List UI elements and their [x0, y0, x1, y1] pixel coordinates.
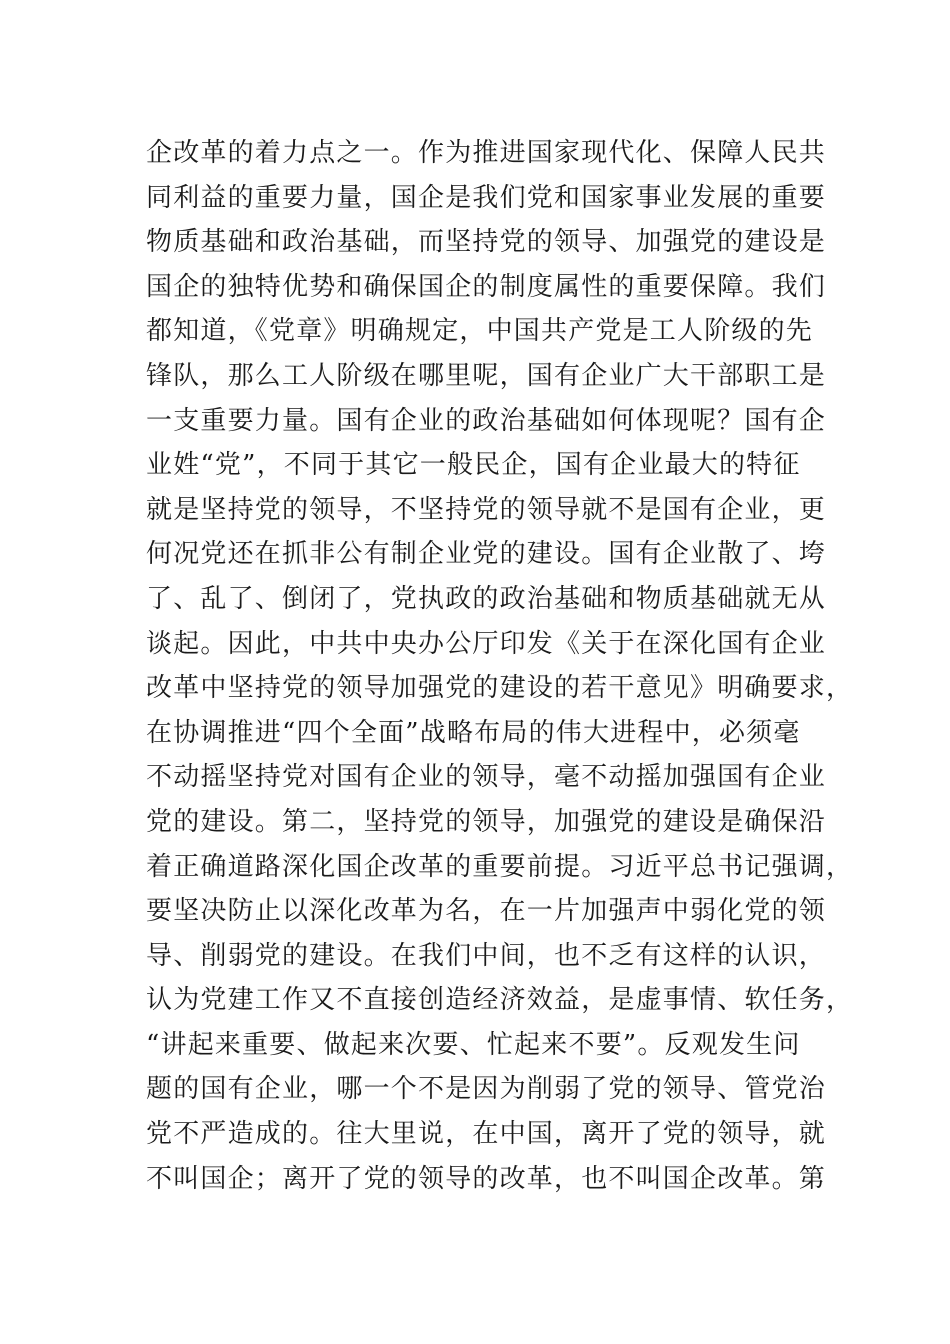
- body-text: [146, 131, 854, 1201]
- text-line: 何况党还在抓非公有制企业党的建设。国有企业散了、垮: [146, 539, 827, 570]
- text-line: 国企的独特优势和确保国企的制度属性的重要保障。我们: [146, 271, 827, 302]
- text-line: “讲起来重要、做起来次要、忙起来不要”。反观发生问: [146, 1029, 801, 1060]
- text-line: 不动摇坚持党对国有企业的领导，毫不动摇加强国有企业: [146, 762, 827, 793]
- text-line: 导、削弱党的建设。在我们中间，也不乏有这样的认识，: [146, 940, 827, 971]
- text-line: 一支重要力量。国有企业的政治基础如何体现呢？国有企: [146, 405, 827, 436]
- text-line: 改革中坚持党的领导加强党的建设的若干意见》明确要求，: [146, 673, 854, 704]
- text-line: 物质基础和政治基础，而坚持党的领导、加强党的建设是: [146, 227, 827, 258]
- text-line: 企改革的着力点之一。作为推进国家现代化、保障人民共: [146, 138, 827, 168]
- text-line: 题的国有企业，哪一个不是因为削弱了党的领导、管党治: [146, 1074, 827, 1105]
- text-line: 谈起。因此，中共中央办公厅印发《关于在深化国有企业: [146, 628, 827, 659]
- text-line: 锋队，那么工人阶级在哪里呢，国有企业广大干部职工是: [146, 360, 827, 391]
- text-line: 在协调推进“四个全面”战略布局的伟大进程中，必须毫: [146, 717, 801, 748]
- text-line: 要坚决防止以深化改革为名，在一片加强声中弱化党的领: [146, 896, 827, 927]
- text-line: 着正确道路深化国企改革的重要前提。习近平总书记强调，: [146, 851, 854, 882]
- text-line: 党的建设。第二，坚持党的领导，加强党的建设是确保沿: [146, 806, 827, 837]
- text-line: 就是坚持党的领导，不坚持党的领导就不是国有企业，更: [146, 494, 827, 525]
- text-line: 都知道，《党章》明确规定，中国共产党是工人阶级的先: [146, 316, 814, 347]
- text-line: 了、乱了、倒闭了，党执政的政治基础和物质基础就无从: [146, 583, 827, 614]
- text-line: 认为党建工作又不直接创造经济效益，是虚事情、软任务，: [146, 985, 854, 1016]
- text-line: 同利益的重要力量，国企是我们党和国家事业发展的重要: [146, 182, 827, 213]
- text-line: 党不严造成的。往大里说，在中国，离开了党的领导，就: [146, 1119, 827, 1150]
- text-line: 不叫国企；离开了党的领导的改革，也不叫国企改革。第: [146, 1163, 827, 1194]
- text-line: 业姓“党”，不同于其它一般民企，国有企业最大的特征: [146, 450, 801, 481]
